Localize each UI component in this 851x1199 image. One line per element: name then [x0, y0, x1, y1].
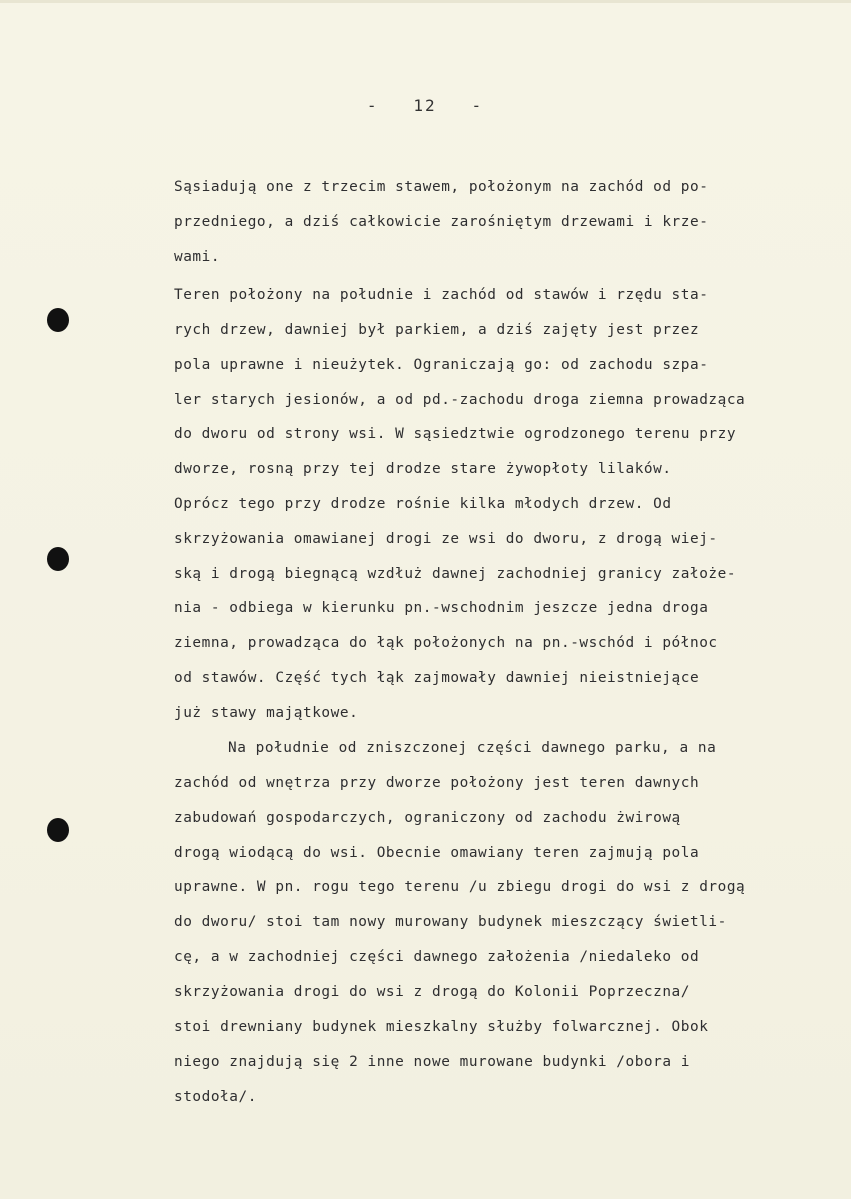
page-top-edge — [0, 0, 851, 3]
text-line: do dworu/ stoi tam nowy murowany budynek mieszczący świetli- — [174, 914, 727, 930]
text-line: do dworu od strony wsi. W sąsiedztwie ogrodzonego terenu przy — [174, 426, 737, 442]
text-line: Na południe od zniszczonej części dawnego parku, a na — [228, 740, 717, 756]
text-line: rych drzew, dawniej był parkiem, a dziś zajęty jest przez — [174, 322, 700, 338]
page-number: - 12 - — [366, 96, 484, 115]
text-line: stoi drewniany budynek mieszkalny służby folwarcznej. Obok — [174, 1019, 709, 1035]
text-line: cę, a w zachodniej części dawnego założenia /niedaleko od — [174, 949, 700, 965]
punch-hole-middle — [47, 547, 69, 571]
text-line: stodoła/. — [174, 1089, 257, 1105]
text-line: przedniego, a dziś całkowicie zarośniętym drzewami i krze- — [174, 214, 709, 230]
text-line: uprawne. W pn. rogu tego terenu /u zbiegu drogi do wsi z drogą — [174, 879, 746, 895]
text-line: pola uprawne i nieużytek. Ograniczają go: od zachodu szpa- — [174, 357, 709, 373]
text-line: dworze, rosną przy tej drodze stare żywopłoty lilaków. — [174, 461, 672, 477]
text-line: wami. — [174, 249, 221, 265]
text-line: Sąsiadują one z trzecim stawem, położonym na zachód od po- — [174, 179, 709, 195]
text-line: Teren położony na południe i zachód od stawów i rzędu sta- — [174, 287, 709, 303]
text-line: nia - odbiega w kierunku pn.-wschodnim jeszcze jedna droga — [174, 600, 709, 616]
text-line: drogą wiodącą do wsi. Obecnie omawiany teren zajmują pola — [174, 845, 700, 861]
text-line: skrzyżowania drogi do wsi z drogą do Kolonii Poprzeczna/ — [174, 984, 690, 1000]
text-line: Oprócz tego przy drodze rośnie kilka młodych drzew. Od — [174, 496, 672, 512]
punch-hole-top — [47, 308, 69, 332]
text-line: niego znajdują się 2 inne nowe murowane budynki /obora i — [174, 1054, 690, 1070]
punch-hole-bottom — [47, 818, 69, 842]
text-line: zabudowań gospodarczych, ograniczony od zachodu żwirową — [174, 810, 681, 826]
text-line: od stawów. Część tych łąk zajmowały dawniej nieistniejące — [174, 670, 700, 686]
text-line: ler starych jesionów, a od pd.-zachodu droga ziemna prowadząca — [174, 392, 746, 408]
text-line: ską i drogą biegnącą wzdłuż dawnej zachodniej granicy założe- — [174, 566, 737, 582]
text-line: skrzyżowania omawianej drogi ze wsi do dworu, z drogą wiej- — [174, 531, 718, 547]
text-line: zachód od wnętrza przy dworze położony jest teren dawnych — [174, 775, 700, 791]
text-line: już stawy majątkowe. — [174, 705, 359, 721]
text-line: ziemna, prowadząca do łąk położonych na pn.-wschód i północ — [174, 635, 718, 651]
